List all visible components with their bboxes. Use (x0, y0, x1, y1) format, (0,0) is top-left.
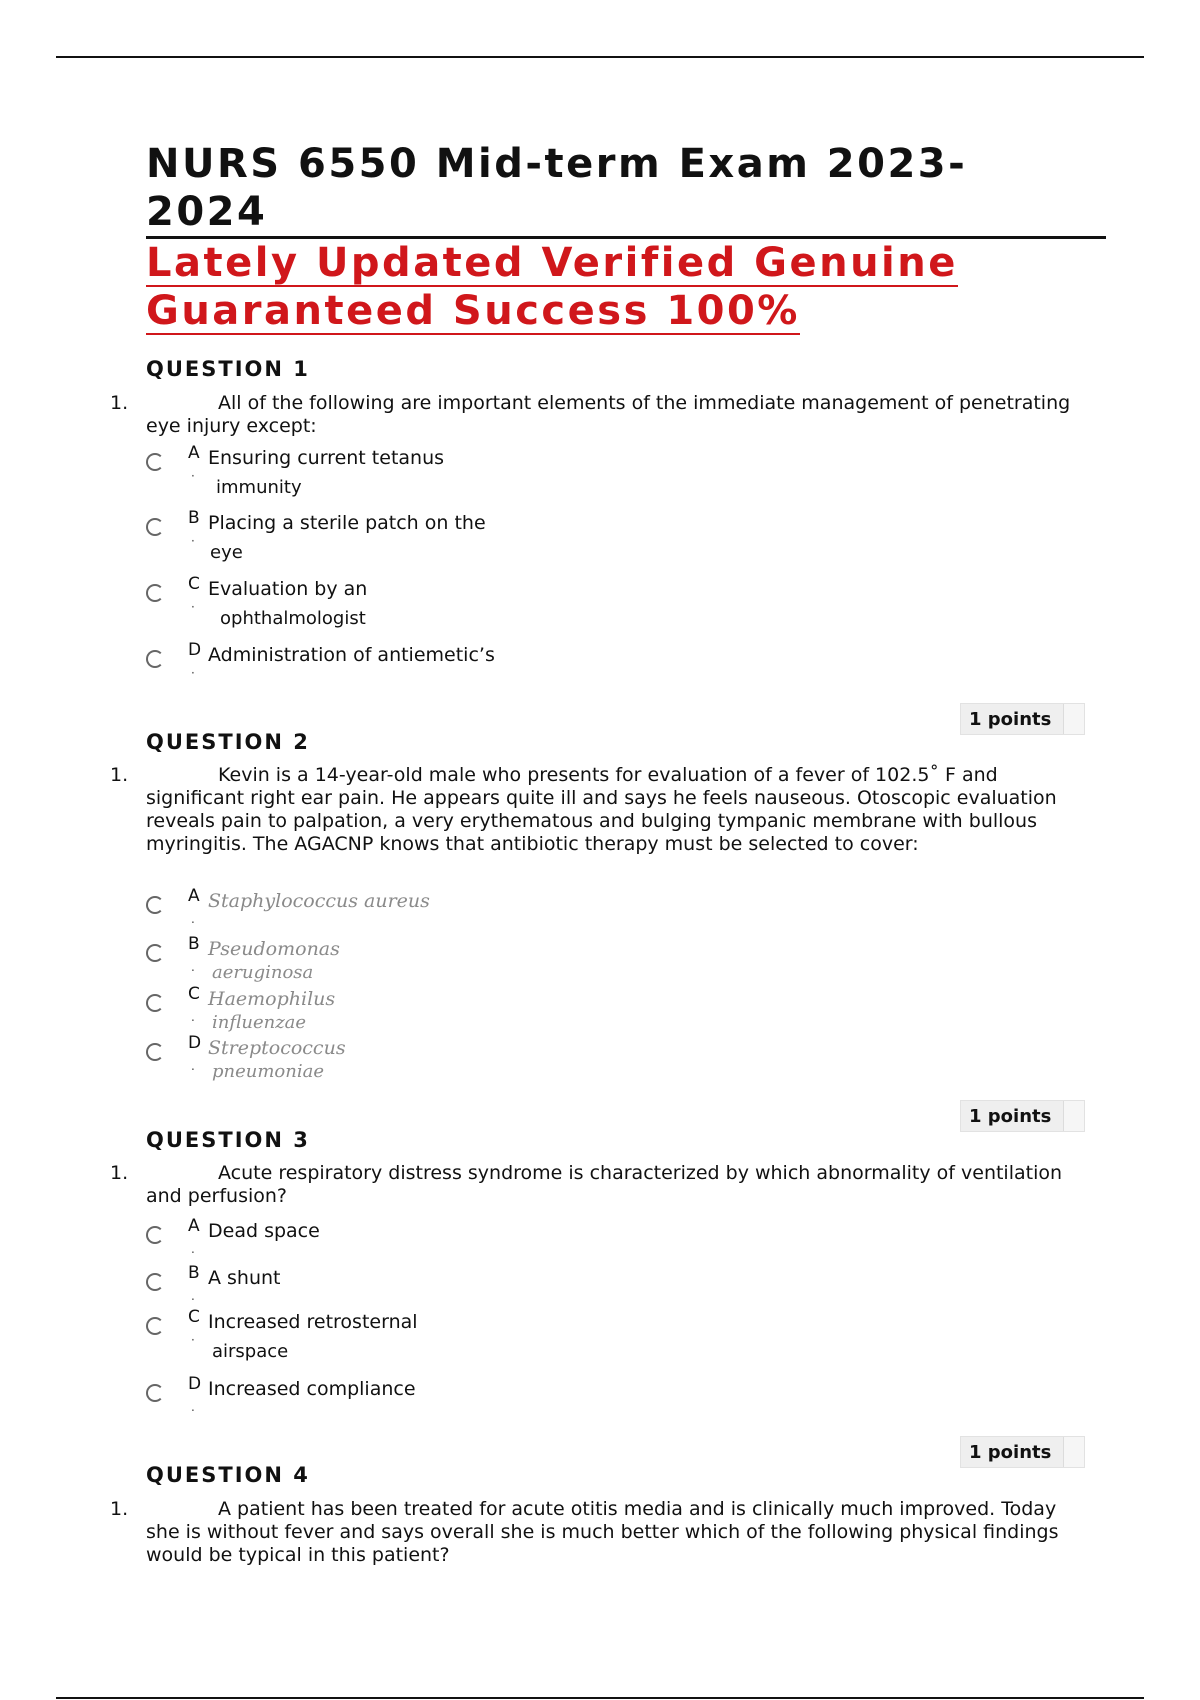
option-text-cont: aeruginosa (212, 962, 314, 983)
option-text: Administration of antiemetic’s (208, 644, 495, 666)
radio-button[interactable] (146, 1043, 164, 1061)
points-label: 1 points (969, 1442, 1052, 1463)
question-2-option-d[interactable]: D . Streptococcus pneumoniae (146, 1037, 746, 1077)
points-label: 1 points (969, 1106, 1052, 1127)
points-badge (960, 1100, 1085, 1132)
question-1-option-b[interactable]: B · Placing a sterile patch on the eye (146, 512, 746, 552)
points-badge (960, 1436, 1085, 1468)
radio-button[interactable] (146, 994, 164, 1012)
option-letter: D (188, 640, 202, 660)
question-2-option-c[interactable]: C . Haemophilus influenzae (146, 988, 746, 1028)
title-line-1: NURS 6550 Mid-term Exam 2023-2024 (146, 140, 1106, 239)
option-text: Increased retrosternal (208, 1311, 418, 1333)
question-3-option-d[interactable]: D . Increased compliance (146, 1378, 746, 1418)
option-text: Streptococcus (208, 1037, 346, 1059)
question-3-option-a[interactable]: A . Dead space (146, 1220, 746, 1260)
option-text: Ensuring current tetanus (208, 447, 445, 469)
question-2-option-b[interactable]: B . Pseudomonas aeruginosa (146, 938, 746, 978)
question-1-heading: QUESTION 1 (146, 357, 310, 381)
question-2-text: Kevin is a 14-year-old male who presents for evaluation of a fever of 102.5˚ F and significant right ear pain. He appears quite ill and says he feels nauseous. Otoscopic evaluation reveals pain to palpation, a very erythematous and bulging tympanic membrane with bullous myringitis. The AGACNP knows that antibiotic therapy must be selected to cover: (146, 764, 1057, 855)
option-text: A shunt (208, 1267, 281, 1289)
radio-button[interactable] (146, 896, 164, 914)
option-text: Dead space (208, 1220, 320, 1242)
option-letter: B (188, 1263, 200, 1283)
question-1-text: All of the following are important elements of the immediate management of penetrating eye injury except: (146, 392, 1071, 437)
question-3-option-b[interactable]: B . A shunt (146, 1267, 746, 1307)
option-text: Placing a sterile patch on the (208, 512, 486, 534)
option-text-cont: ophthalmologist (220, 608, 366, 629)
question-1-option-a[interactable]: A · Ensuring current tetanus immunity (146, 447, 746, 487)
question-3-text: Acute respiratory distress syndrome is characterized by which abnormality of ventilation and perfusion? (146, 1162, 1063, 1207)
question-1-number: 1. (110, 392, 129, 414)
option-text-cont: immunity (216, 477, 302, 498)
radio-button[interactable] (146, 518, 164, 536)
option-text-cont: pneumoniae (212, 1061, 324, 1082)
document-title (146, 140, 1106, 335)
radio-button[interactable] (146, 650, 164, 668)
option-text: Increased compliance (208, 1378, 416, 1400)
option-text: Haemophilus (208, 988, 336, 1010)
question-4-number: 1. (110, 1498, 129, 1520)
question-2-heading: QUESTION 2 (146, 730, 310, 754)
radio-button[interactable] (146, 944, 164, 962)
question-2-number: 1. (110, 764, 129, 786)
question-4-text: A patient has been treated for acute otitis media and is clinically much improved. Today she is without fever and says overall she is much better which of the following physical findings would be typical in this patient? (146, 1498, 1059, 1566)
radio-button[interactable] (146, 1273, 164, 1291)
option-text: Pseudomonas (208, 938, 340, 960)
top-rule (56, 56, 1144, 58)
option-letter: D (188, 1033, 202, 1053)
question-3-option-c[interactable]: C · Increased retrosternal airspace (146, 1311, 746, 1351)
radio-button[interactable] (146, 1226, 164, 1244)
option-letter: A (188, 1216, 200, 1236)
option-text: Staphylococcus aureus (208, 890, 430, 912)
option-letter: A (188, 443, 200, 463)
option-letter: A (188, 886, 200, 906)
option-letter: C (188, 574, 200, 594)
question-3-number: 1. (110, 1162, 129, 1184)
radio-button[interactable] (146, 453, 164, 471)
option-letter: D (188, 1374, 202, 1394)
points-label: 1 points (969, 709, 1052, 730)
option-text: Evaluation by an (208, 578, 368, 600)
option-letter: C (188, 1307, 200, 1327)
question-4-heading: QUESTION 4 (146, 1463, 310, 1487)
bottom-rule (56, 1697, 1144, 1699)
question-1-option-c[interactable]: C · Evaluation by an ophthalmologist (146, 578, 746, 618)
radio-button[interactable] (146, 1384, 164, 1402)
title-line-3: Guaranteed Success 100% (146, 288, 800, 334)
option-text-cont: airspace (212, 1341, 289, 1362)
radio-button[interactable] (146, 1317, 164, 1335)
option-letter: B (188, 508, 200, 528)
option-letter: C (188, 984, 200, 1004)
question-3-heading: QUESTION 3 (146, 1128, 310, 1152)
radio-button[interactable] (146, 584, 164, 602)
title-line-2: Lately Updated Verified Genuine (146, 240, 958, 286)
option-text-cont: eye (210, 542, 243, 563)
question-2-option-a[interactable]: A . Staphylococcus aureus (146, 890, 746, 930)
points-badge (960, 703, 1085, 735)
option-text-cont: influenzae (212, 1012, 307, 1033)
question-1-option-d[interactable]: D · Administration of antiemetic’s (146, 644, 746, 684)
option-letter: B (188, 934, 200, 954)
